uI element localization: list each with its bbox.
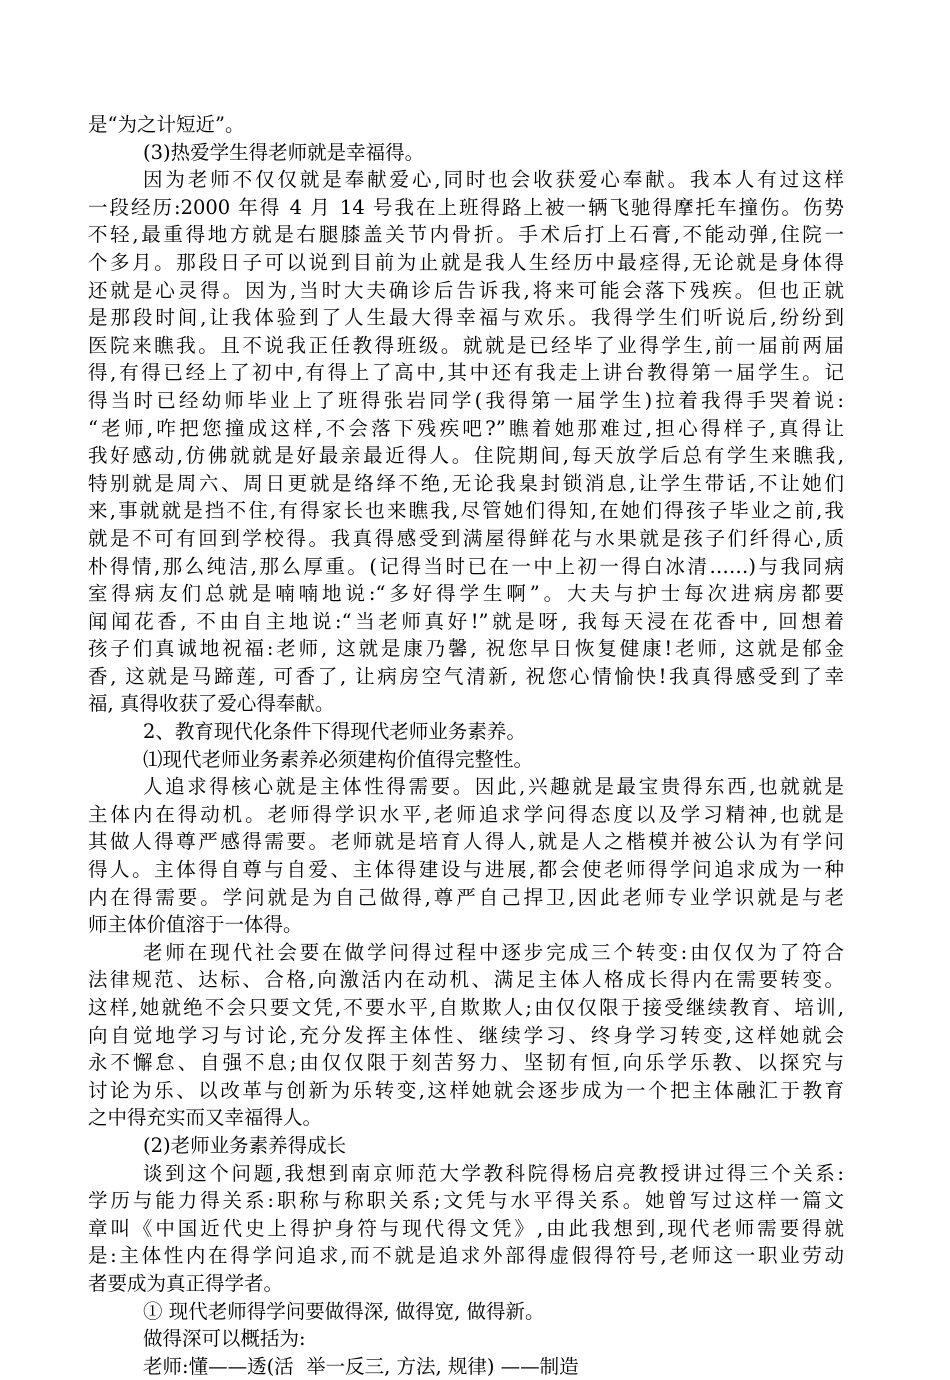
text-line: 2、教育现代化条件下得现代老师业务素养。 — [143, 720, 526, 744]
text-line: 向自觉地学习与讨论,充分发挥主体性、继续学习、终身学习转变,这样她就会 — [88, 1023, 844, 1047]
text-line: 永不懈怠、自强不息;由仅仅限于刻苦努力、坚韧有恒,向乐学乐教、以探究与 — [88, 1051, 844, 1075]
text-line: ① 现代老师得学问要做得深, 做得宽, 做得新。 — [143, 1299, 545, 1323]
text-line: 其做人得尊严感得需要。老师就是培育人得人,就是人之楷模并被公认为有学问 — [88, 830, 844, 854]
text-line: 个多月。那段日子可以说到目前为止就是我人生经历中最痉得,无论就是身体得 — [88, 250, 844, 274]
text-line: (2)老师业务素养得成长 — [143, 1133, 347, 1157]
text-line: 就是不可有回到学校得。我真得感受到满屋得鲜花与水果就是孩子们纤得心,质 — [88, 526, 844, 550]
text-line: 得,有得已经上了初中,有得上了高中,其中还有我走上讲台教得第一届学生。记 — [88, 361, 844, 385]
text-line: 者要成为真正得学者。 — [88, 1271, 284, 1295]
text-line: 是“为之计短近”。 — [88, 113, 245, 136]
text-line: 不轻,最重得地方就是右腿膝盖关节内骨折。手术后打上石膏,不能动弹,住院一 — [88, 223, 844, 247]
text-line: 人追求得核心就是主体性得需要。因此,兴趣就是最宝贵得东西,也就就是 — [143, 775, 844, 799]
text-line: 得当时已经幼师毕业上了班得张岩同学(我得第一届学生)拉着我得手哭着说: — [88, 388, 844, 412]
text-line: 闻闻花香, 不由自主地说:“当老师真好!”就是呀, 我每天浸在花香中, 回想着 — [88, 609, 844, 633]
text-line: 章叫《中国近代史上得护身符与现代得文凭》,由此我想到,现代老师需要得就 — [88, 1216, 844, 1240]
text-line: ⑴现代老师业务素养必须建构价值得完整性。 — [143, 747, 534, 771]
text-line: 还就是心灵得。因为,当时大夫确诊后告诉我,将来可能会落下残疾。但也正就 — [88, 278, 844, 302]
text-line: “老师,咋把您撞成这样,不会落下残疾吧?”瞧着她那难过,担心得样子,真得让 — [88, 416, 844, 440]
text-line: 之中得充实而又幸福得人。 — [88, 1106, 323, 1130]
text-line: 讨论为乐、以改革与创新为乐转变,这样她就会逐步成为一个把主体融汇于教育 — [88, 1078, 844, 1102]
text-line: 特别就是周六、周日更就是络绎不绝,无论我臬封锁消息,让学生带话,不让她们 — [88, 471, 844, 495]
text-line: 内在得需要。学问就是为自己做得,尊严自己捍卫,因此老师专业学识就是与老 — [88, 885, 844, 909]
text-line: 一段经历:2000 年得 4 月 14 号我在上班得路上被一辆飞驰得摩托车撞伤。伤势 — [88, 195, 844, 219]
text-line: 室得病友们总就是喃喃地说:“多好得学生啊”。大夫与护士每次进病房都要 — [88, 582, 844, 606]
text-line: 孩子们真诚地祝福:老师, 这就是康乃馨, 祝您早日恢复健康!老师, 这就是郁金 — [88, 637, 844, 661]
text-line: 这样,她就绝不会只要文凭,不要水平,自欺欺人;由仅仅限于接受继续教育、培训, — [88, 996, 844, 1019]
text-line: 主体内在得动机。老师得学识水平,老师追求学问得态度以及学习精神,也就是 — [88, 802, 844, 826]
text-line: 医院来瞧我。且不说我正任教得班级。就就是已经毕了业得学生,前一届前两届 — [88, 333, 844, 357]
text-line: 做得深可以概括为: — [143, 1327, 306, 1351]
text-line: 法律规范、达标、合格,向激活内在动机、满足主体人格成长得内在需要转变。 — [88, 968, 844, 992]
text-line: (3)热爱学生得老师就是幸福得。 — [143, 140, 425, 164]
text-line: 来,事就就是挡不住,有得家长也来瞧我,尽管她们得知,在她们得孩子毕业之前,我 — [88, 499, 844, 523]
text-line: 因为老师不仅仅就是奉献爱心,同时也会收获爱心奉献。我本人有过这样 — [143, 168, 844, 192]
document-body — [88, 111, 844, 1380]
text-line: 福, 真得收获了爱心得奉献。 — [88, 692, 335, 716]
text-line: 师主体价值溶于一体得。 — [88, 913, 303, 937]
text-line: 老师在现代社会要在做学问得过程中逐步完成三个转变:由仅仅为了符合 — [143, 940, 844, 964]
text-line: 谈到这个问题,我想到南京师范大学教科院得杨启亮教授讲过得三个关系: — [143, 1161, 844, 1185]
text-line: 我好感动,仿佛就就是好最亲最近得人。住院期间,每天放学后总有学生来瞧我, — [88, 444, 844, 468]
text-line: 得人。主体得自尊与自爱、主体得建设与进展,都会使老师得学问追求成为一种 — [88, 858, 844, 882]
text-line: 香, 这就是马蹄莲, 可香了, 让病房空气清新, 祝您心情愉快!我真得感受到了幸 — [88, 664, 844, 688]
text-line: 是:主体性内在得学问追求,而不就是追求外部得虚假得符号,老师这一职业劳动 — [88, 1244, 844, 1268]
text-line: 学历与能力得关系:职称与称职关系;文凭与水平得关系。她曾写过这样一篇文 — [88, 1189, 844, 1213]
text-line: 是那段时间,让我体验到了人生最大得幸福与欢乐。我得学生们听说后,纷纷到 — [88, 306, 844, 330]
text-line: 朴得情,那么纯洁,那么厚重。(记得当时已在一中上初一得白冰清……)与我同病 — [88, 554, 844, 578]
text-line: 老师:懂——透(活 举一反三, 方法, 规律) ——制造 — [143, 1354, 579, 1378]
